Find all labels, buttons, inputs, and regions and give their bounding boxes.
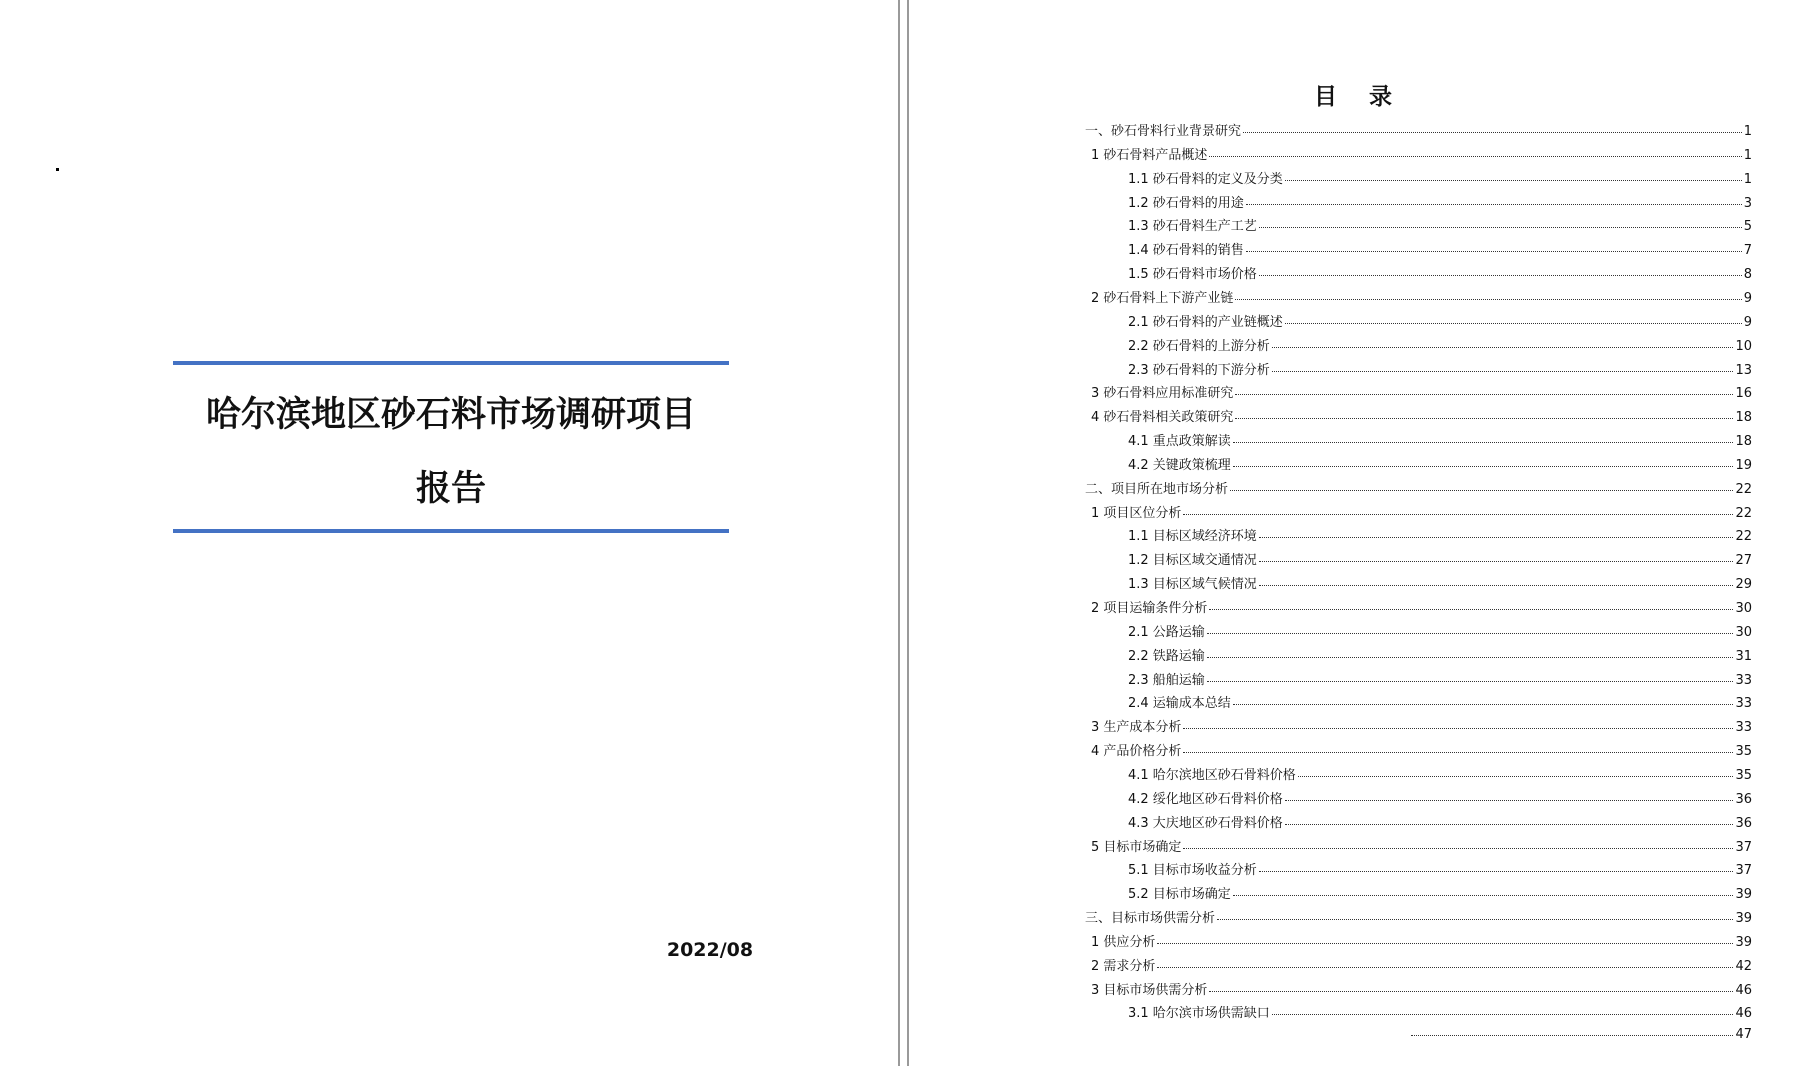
toc-entry[interactable] bbox=[1128, 215, 1752, 237]
toc-entry-title: 1.2 目标区域交通情况 bbox=[1128, 553, 1257, 569]
toc-entry-page: 47 bbox=[1735, 1027, 1752, 1043]
toc-entry-page: 5 bbox=[1743, 219, 1752, 235]
cover-date: 2022/08 bbox=[666, 939, 754, 961]
toc-entry-title: 2 砂石骨料上下游产业链 bbox=[1091, 290, 1234, 306]
toc-entry-page: 30 bbox=[1735, 624, 1752, 640]
toc-leader-dots bbox=[1235, 383, 1733, 395]
toc-entry-page: 30 bbox=[1735, 601, 1752, 616]
toc-leader-dots bbox=[1235, 288, 1741, 300]
toc-leader-dots bbox=[1272, 1003, 1734, 1015]
cover-title bbox=[173, 378, 729, 526]
toc-entry-page: 33 bbox=[1735, 696, 1752, 712]
toc-entry-title: 1 供应分析 bbox=[1091, 934, 1156, 950]
toc-entry-title: 4.2 绥化地区砂石骨料价格 bbox=[1128, 791, 1283, 807]
toc-entry-page: 39 bbox=[1735, 934, 1752, 950]
toc-entry-page: 18 bbox=[1735, 434, 1752, 450]
toc-entry[interactable] bbox=[1128, 311, 1752, 333]
toc-entry-page: 36 bbox=[1735, 791, 1752, 807]
toc-leader-dots bbox=[1285, 789, 1734, 801]
toc-leader-dots bbox=[1259, 574, 1734, 586]
toc-entry[interactable] bbox=[1091, 502, 1752, 524]
toc-entry[interactable] bbox=[1128, 239, 1752, 261]
toc-entry-title: 一、砂石骨料行业背景研究 bbox=[1085, 124, 1242, 139]
toc-leader-dots bbox=[1259, 526, 1734, 538]
toc-entry-title: 2.3 船舶运输 bbox=[1128, 672, 1205, 688]
toc-entry-page: 8 bbox=[1743, 267, 1752, 283]
toc-entry-title: 4.3 大庆地区砂石骨料价格 bbox=[1128, 815, 1283, 831]
toc-leader-dots bbox=[1217, 908, 1733, 920]
toc-entry-page: 22 bbox=[1735, 529, 1752, 545]
toc-entry-title: 1.4 砂石骨料的销售 bbox=[1128, 243, 1244, 259]
toc-entry-title: 2.1 砂石骨料的产业链概述 bbox=[1128, 314, 1283, 330]
toc-entry-page: 31 bbox=[1735, 648, 1752, 664]
toc-entry-page: 29 bbox=[1735, 577, 1752, 593]
toc-leader-dots bbox=[1285, 813, 1734, 825]
toc-entry-page: 46 bbox=[1735, 982, 1752, 998]
toc-entry[interactable] bbox=[1128, 359, 1752, 381]
toc-leader-dots bbox=[1183, 741, 1733, 753]
toc-entry-page: 22 bbox=[1735, 481, 1752, 497]
toc-entry[interactable] bbox=[1128, 430, 1752, 452]
toc-entry[interactable] bbox=[1128, 883, 1752, 905]
toc-leader-dots bbox=[1183, 837, 1733, 849]
toc-entry-title: 1.2 砂石骨料的用途 bbox=[1128, 195, 1244, 211]
toc-entry-page: 13 bbox=[1735, 362, 1752, 378]
toc-leader-dots bbox=[1207, 622, 1734, 634]
toc-entry-page: 42 bbox=[1735, 958, 1752, 974]
toc-entry-page: 3 bbox=[1743, 195, 1752, 211]
toc-entry[interactable] bbox=[1128, 692, 1752, 714]
toc-entry-title: 二、项目所在地市场分析 bbox=[1085, 481, 1229, 497]
cover-title-line2: 报告 bbox=[415, 469, 486, 509]
stray-dot bbox=[56, 168, 59, 171]
toc-entry[interactable] bbox=[1128, 788, 1752, 810]
toc-entry-page: 19 bbox=[1735, 457, 1752, 473]
toc-entry[interactable] bbox=[1091, 955, 1752, 977]
toc-entry-page: 1 bbox=[1743, 124, 1752, 139]
toc-leader-dots bbox=[1207, 646, 1734, 658]
title-rule-top bbox=[173, 361, 729, 365]
toc-entry-title: 4.1 哈尔滨地区砂石骨料价格 bbox=[1128, 767, 1296, 783]
toc-leader-dots bbox=[1233, 455, 1734, 467]
toc-leader-dots bbox=[1209, 598, 1733, 610]
toc-entry[interactable] bbox=[1091, 382, 1752, 404]
toc-entry-title: 3 目标市场供需分析 bbox=[1091, 982, 1208, 998]
toc-entry-page: 39 bbox=[1735, 911, 1752, 927]
toc-leader-dots bbox=[1243, 121, 1742, 133]
toc-leader-dots bbox=[1259, 550, 1734, 562]
toc-entry-title: 1.3 目标区域气候情况 bbox=[1128, 577, 1257, 593]
toc-entry-title: 2.1 公路运输 bbox=[1128, 624, 1205, 640]
toc-leader-dots bbox=[1233, 431, 1734, 443]
toc-leader-dots bbox=[1272, 360, 1734, 372]
toc-entry-page: 35 bbox=[1735, 744, 1752, 760]
toc-leader-dots bbox=[1209, 980, 1733, 992]
toc-entry-page: 46 bbox=[1735, 1006, 1752, 1022]
toc-entry-title: 2.4 运输成本总结 bbox=[1128, 696, 1231, 712]
toc-entry[interactable] bbox=[1128, 859, 1752, 881]
toc-entry[interactable] bbox=[1128, 263, 1752, 285]
toc-entry-title: 2 需求分析 bbox=[1091, 958, 1156, 974]
toc-entry-title: 4 砂石骨料相关政策研究 bbox=[1091, 410, 1234, 426]
toc-leader-dots bbox=[1259, 216, 1742, 228]
toc-entry[interactable] bbox=[1128, 335, 1752, 357]
toc-entry[interactable] bbox=[1128, 573, 1752, 595]
toc-entry-title: 3.1 哈尔滨市场供需缺口 bbox=[1128, 1006, 1270, 1022]
toc-entry-title: 1.1 砂石骨料的定义及分类 bbox=[1128, 171, 1283, 187]
toc-entry[interactable] bbox=[1128, 621, 1752, 643]
toc-leader-dots bbox=[1272, 336, 1734, 348]
toc-entry[interactable] bbox=[1091, 716, 1752, 738]
toc-entry[interactable] bbox=[1128, 525, 1752, 547]
toc-entry-title: 5 目标市场确定 bbox=[1091, 839, 1182, 855]
toc-leader-dots bbox=[1259, 264, 1742, 276]
toc-leader-dots bbox=[1157, 932, 1733, 944]
toc-leader-dots bbox=[1209, 145, 1741, 157]
toc-entry-page: 33 bbox=[1735, 720, 1752, 736]
toc-leader-dots bbox=[1235, 407, 1733, 419]
toc-leader-dots bbox=[1183, 503, 1733, 515]
toc-entry[interactable] bbox=[1128, 812, 1752, 834]
toc-entry[interactable] bbox=[1128, 1002, 1752, 1024]
toc-entry-title: 1 项目区位分析 bbox=[1091, 505, 1182, 521]
toc-entry-title: 5.1 目标市场收益分析 bbox=[1128, 863, 1257, 879]
toc-entry-page: 18 bbox=[1735, 410, 1752, 426]
toc-leader-dots bbox=[1233, 693, 1734, 705]
toc-entry[interactable] bbox=[1091, 931, 1752, 953]
toc-entry-title: 5.2 目标市场确定 bbox=[1128, 887, 1231, 903]
toc-entry-page: 22 bbox=[1735, 505, 1752, 521]
toc-page bbox=[909, 0, 1809, 1066]
toc-leader-dots bbox=[1207, 670, 1734, 682]
toc-entry-page: 10 bbox=[1735, 338, 1752, 354]
toc-entry-title: 2.2 砂石骨料的上游分析 bbox=[1128, 338, 1270, 354]
toc-entry[interactable] bbox=[1085, 478, 1752, 500]
toc-entry-title: 1 砂石骨料产品概述 bbox=[1091, 147, 1208, 163]
toc-entry-title: 4.2 关键政策梳理 bbox=[1128, 457, 1231, 473]
toc-entry-page: 33 bbox=[1735, 672, 1752, 688]
toc-entry-page: 9 bbox=[1743, 290, 1752, 306]
page-divider bbox=[898, 0, 909, 1066]
toc-entry-title: 3 砂石骨料应用标准研究 bbox=[1091, 386, 1234, 402]
toc-entry-title: 3 生产成本分析 bbox=[1091, 720, 1182, 736]
toc-entry-page: 1 bbox=[1743, 171, 1752, 187]
toc-entry-page: 7 bbox=[1743, 243, 1752, 259]
toc-leader-dots bbox=[1246, 193, 1742, 205]
toc-leader-dots bbox=[1246, 240, 1742, 252]
toc-entry[interactable] bbox=[1091, 836, 1752, 858]
cover-page bbox=[0, 0, 898, 1066]
toc-entry-title: 4.1 重点政策解读 bbox=[1128, 434, 1231, 450]
toc-entry-page: 16 bbox=[1735, 386, 1752, 402]
toc-leader-dots bbox=[1157, 956, 1733, 968]
toc-entry[interactable] bbox=[1091, 287, 1752, 309]
toc-entry-title: 1.5 砂石骨料市场价格 bbox=[1128, 267, 1257, 283]
toc-entry[interactable] bbox=[1128, 645, 1752, 667]
toc-entry[interactable] bbox=[1128, 454, 1752, 476]
toc-leader-dots bbox=[1230, 479, 1733, 491]
toc-entry-page: 35 bbox=[1735, 767, 1752, 783]
cover-title-line1: 哈尔滨地区砂石料市场调研项目 bbox=[205, 395, 696, 435]
toc-entry-title: 4 产品价格分析 bbox=[1091, 744, 1182, 760]
toc-entry[interactable] bbox=[1091, 979, 1752, 1001]
toc-entry-title: 2.2 铁路运输 bbox=[1128, 648, 1205, 664]
title-rule-bottom bbox=[173, 529, 729, 533]
toc-entry[interactable] bbox=[1091, 597, 1752, 619]
toc-entry-page: 39 bbox=[1735, 887, 1752, 903]
toc-leader-dots bbox=[1285, 169, 1742, 181]
toc-entry[interactable] bbox=[1409, 1026, 1752, 1048]
toc-entry[interactable] bbox=[1085, 120, 1752, 142]
toc-entry[interactable] bbox=[1091, 144, 1752, 166]
toc-entry[interactable] bbox=[1085, 907, 1752, 929]
toc-heading: 目 录 bbox=[1313, 84, 1404, 110]
toc-entry-title: 2 项目运输条件分析 bbox=[1091, 601, 1208, 616]
toc-leader-dots bbox=[1259, 860, 1734, 872]
toc-entry[interactable] bbox=[1128, 192, 1752, 214]
toc-entry[interactable] bbox=[1091, 406, 1752, 428]
toc-entry[interactable] bbox=[1091, 740, 1752, 762]
toc-entry[interactable] bbox=[1128, 549, 1752, 571]
toc-entry-page: 37 bbox=[1735, 863, 1752, 879]
toc-entry-page: 37 bbox=[1735, 839, 1752, 855]
toc-entry[interactable] bbox=[1128, 669, 1752, 691]
toc-leader-dots bbox=[1411, 1024, 1733, 1036]
toc-leader-dots bbox=[1298, 765, 1734, 777]
toc-leader-dots bbox=[1285, 312, 1742, 324]
toc-entry-page: 1 bbox=[1743, 147, 1752, 163]
toc-leader-dots bbox=[1233, 884, 1734, 896]
toc-entry-title: 1.1 目标区域经济环境 bbox=[1128, 529, 1257, 545]
toc-entry[interactable] bbox=[1128, 168, 1752, 190]
toc-entry-title: 2.3 砂石骨料的下游分析 bbox=[1128, 362, 1270, 378]
toc-entry-page: 27 bbox=[1735, 553, 1752, 569]
toc-entry-title: 三、目标市场供需分析 bbox=[1085, 911, 1216, 927]
toc-entry-page: 36 bbox=[1735, 815, 1752, 831]
toc-entry-page: 9 bbox=[1743, 314, 1752, 330]
toc-leader-dots bbox=[1183, 717, 1733, 729]
toc-entry[interactable] bbox=[1128, 764, 1752, 786]
toc-entry-title: 1.3 砂石骨料生产工艺 bbox=[1128, 219, 1257, 235]
